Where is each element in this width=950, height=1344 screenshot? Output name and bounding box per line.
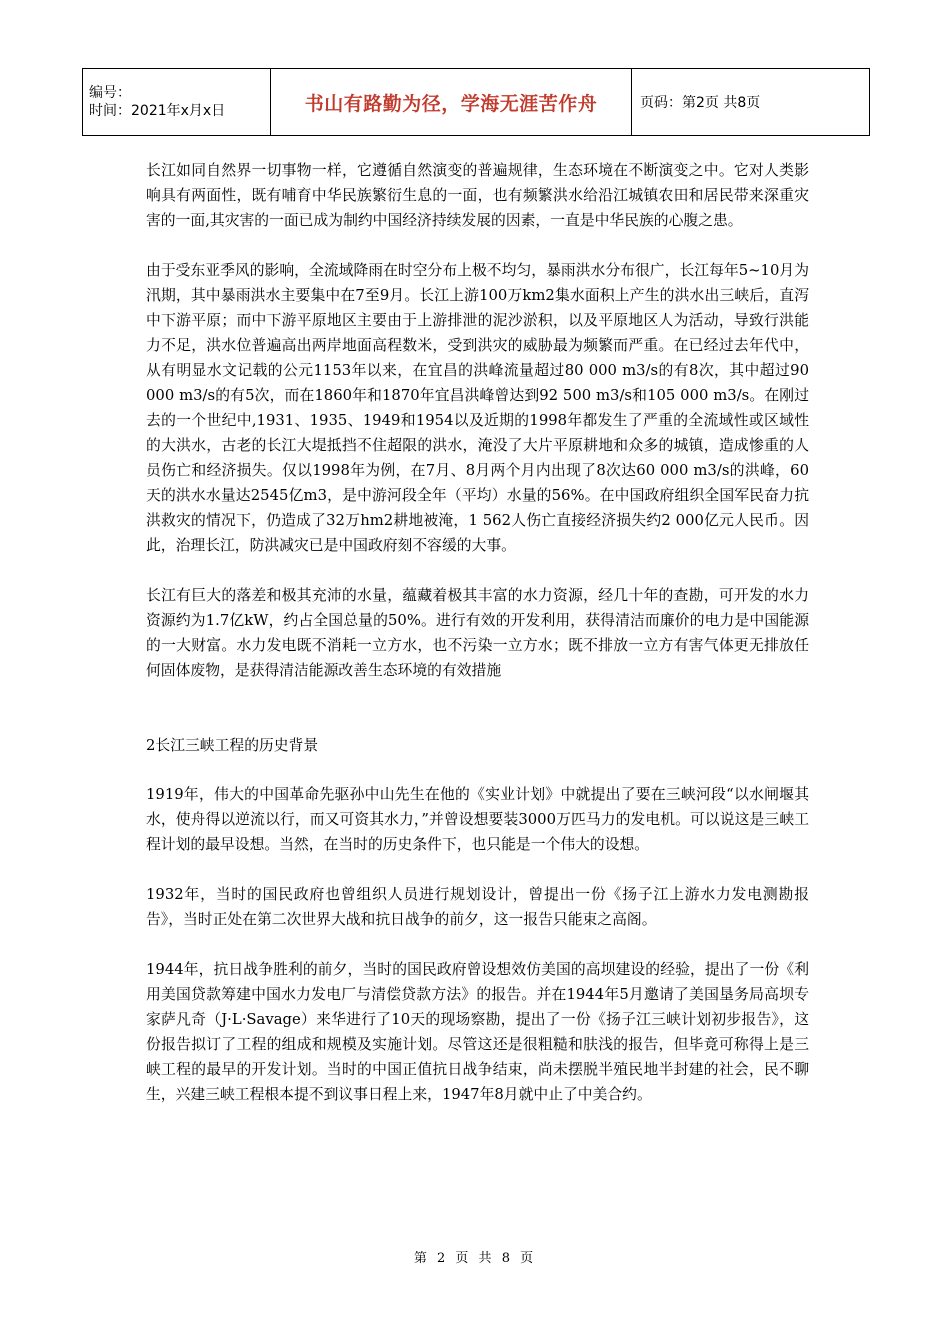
header-motto: 书山有路勤为径，学海无涯苦作舟	[271, 69, 632, 136]
paragraph-hydropower: 长江有巨大的落差和极其充沛的水量，蕴藏着极其丰富的水力资源，经几十年的查勘，可开发的水力资源约为1.7亿kW，约占全国总量的50%。进行有效的开发利用，获得清洁而廉价的电力是中国能源的一大财富。水力发电既不消耗一立方水，也不污染一立方水；既不排放一立方有害气体更无排放任何固体废物，是获得清洁能源改善生态环境的有效措施	[146, 587, 809, 679]
header-table	[82, 68, 870, 136]
number-label: 编号：	[89, 85, 131, 101]
page-footer: 第 2 页 共 8 页	[413, 1251, 537, 1266]
paragraph-1919: 1919年，伟大的中国革命先驱孙中山先生在他的《实业计划》中就提出了要在三峡河段“以水闸堰其水，使舟得以逆流以行，而又可资其水力，”并曾设想要装3000万匹马力的发电机。可以说这是三峡工程计划的最早设想。当然，在当时的历史条件下，也只能是一个伟大的设想。	[146, 786, 809, 853]
paragraph-intro: 长江如同自然界一切事物一样，它遵循自然演变的普遍规律，生态环境在不断演变之中。它对人类影响具有两面性，既有哺育中华民族繁衍生息的一面，也有频繁洪水给沿江城镇农田和居民带来深重灾害的一面,其灾害的一面已成为制约中国经济持续发展的因素，一直是中华民族的心腹之患。	[146, 162, 809, 229]
paragraph-1944: 1944年，抗日战争胜利的前夕，当时的国民政府曾设想效仿美国的高坝建设的经验，提出了一份《利用美国贷款筹建中国水力发电厂与清偿贷款方法》的报告。并在1944年5月邀请了美国垦务局高坝专家萨凡奇（J·L·Savage）来华进行了10天的现场察勘，提出了一份《扬子江三峡计划初步报告》，这份报告拟订了工程的组成和规模及实施计划。尽管这还是很粗糙和肤浅的报告，但毕竟可称得上是三峡工程的最早的开发计划。当时的中国正值抗日战争结束，尚未摆脱半殖民地半封建的社会，民不聊生，兴建三峡工程根本提不到议事日程上来，1947年8月就中止了中美合约。	[146, 961, 809, 1103]
section-heading: 2长江三峡工程的历史背景	[146, 737, 319, 754]
time-label: 时间：2021年x月x日	[89, 103, 226, 119]
header-page-info: 页码：第2页 共8页	[632, 69, 870, 136]
paragraph-1932: 1932年，当时的国民政府也曾组织人员进行规划设计，曾提出一份《扬子江上游水力发电测勘报告》，当时正处在第二次世界大战和抗日战争的前夕，这一报告只能束之高阁。	[146, 886, 809, 928]
header-meta-cell	[83, 69, 271, 136]
paragraph-flood: 由于受东亚季风的影响，全流域降雨在时空分布上极不均匀，暴雨洪水分布很广，长江每年5~10月为汛期，其中暴雨洪水主要集中在7至9月。长江上游100万km2集水面积上产生的洪水出三峡后，直泻中下游平原；而中下游平原地区主要由于上游排泄的泥沙淤积，以及平原地区人为活动，导致行洪能力不足，洪水位普遍高出两岸地面高程数米，受到洪灾的威胁最为频繁而严重。在已经过去年代中，从有明显水文记载的公元1153年以来，在宜昌的洪峰流量超过80 000 m3/s的有8次，其中超过90 000 m3/s的有5次，而在1860年和1870年宜昌洪峰曾达到92 500 m3/s和105 000 m3/s。在刚过去的一个世纪中,1931、1935、1949和1954以及近期的1998年都发生了严重的全流域性或区域性的大洪水，古老的长江大堤抵挡不住超限的洪水，淹没了大片平原耕地和众多的城镇，造成惨重的人员伤亡和经济损失。仅以1998年为例，在7月、8月两个月内出现了8次达60 000 m3/s的洪峰，60天的洪水水量达2545亿m3，是中游河段全年（平均）水量的56%。在中国政府组织全国军民奋力抗洪救灾的情况下，仍造成了32万hm2耕地被淹，1 562人伤亡直接经济损失约2 000亿元人民币。因此，治理长江，防洪减灾已是中国政府刻不容缓的大事。	[146, 262, 809, 554]
document-body	[146, 158, 809, 1132]
